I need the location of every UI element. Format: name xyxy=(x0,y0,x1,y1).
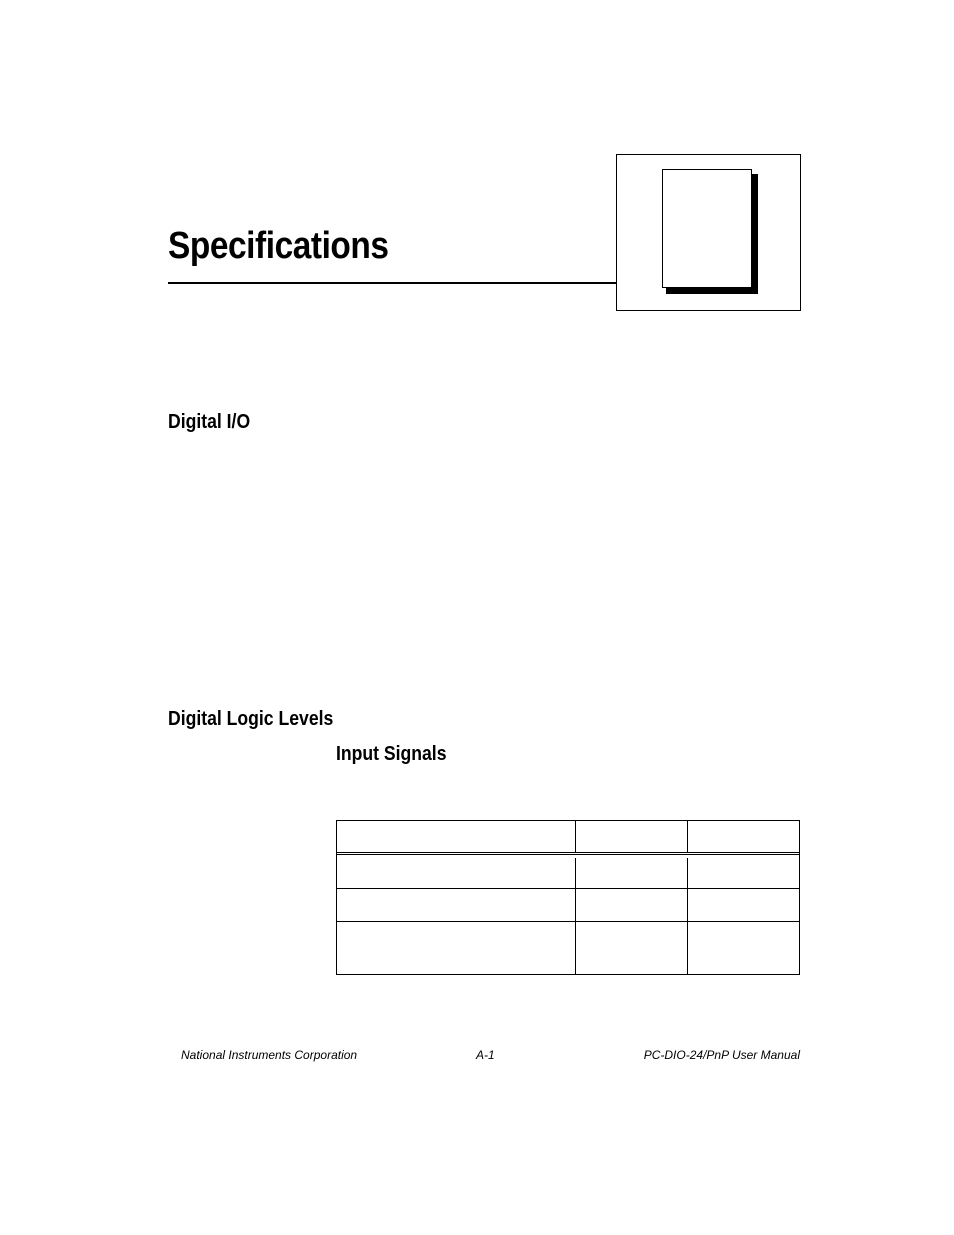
table-row xyxy=(337,889,799,922)
table-row xyxy=(337,858,799,889)
footer-manual-title: PC-DIO-24/PnP User Manual xyxy=(643,1048,800,1062)
section-heading-digital-io: Digital I/O xyxy=(168,411,251,433)
chapter-title: Specifications xyxy=(168,225,389,267)
input-signals-table xyxy=(336,820,800,975)
table-row xyxy=(337,922,799,975)
page-icon xyxy=(662,169,752,288)
subsection-heading-input-signals: Input Signals xyxy=(336,743,447,765)
title-rule xyxy=(168,282,616,284)
footer-page-number: A-1 xyxy=(476,1048,495,1062)
table-header-row xyxy=(337,821,799,855)
chapter-tab-box xyxy=(616,154,801,311)
footer-company: National Instruments Corporation xyxy=(181,1048,358,1062)
section-heading-digital-logic-levels: Digital Logic Levels xyxy=(168,708,334,730)
